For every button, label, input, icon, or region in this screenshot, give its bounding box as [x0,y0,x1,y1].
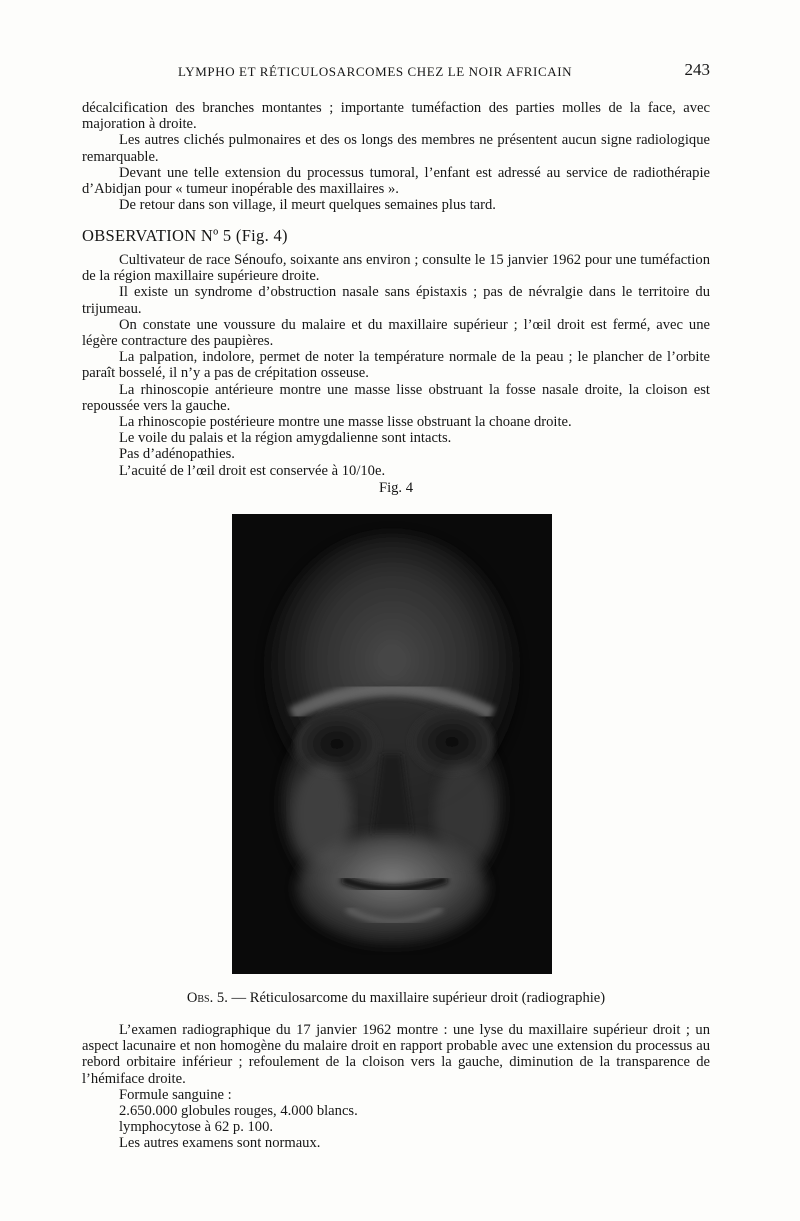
observation-paragraph: Pas d’adénopathies. [119,446,235,463]
observation-body [82,252,710,479]
findings-section [82,1022,710,1152]
findings-line: 2.650.000 globules rouges, 4.000 blancs. [119,1103,358,1120]
observation-paragraph: La rhinoscopie postérieure montre une masse lisse obstruant la choane droite. [119,414,572,431]
document-page [82,0,710,1221]
skull-radiograph-image [232,514,552,974]
findings-line: Formule sanguine : [119,1086,232,1103]
intro-section [82,100,710,213]
caption-text: — Réticulosarcome du maxillaire supérieur droit (radiographie) [227,990,606,1006]
observation-paragraph: Il existe un syndrome d’obstruction nasale sans épistaxis ; pas de névralgie dans le territoire du trijumeau. [82,284,710,317]
intro-paragraph: Les autres clichés pulmonaires et des os longs des membres ne présentent aucun signe radiologique remarquable. [82,132,710,165]
observation-paragraph: La rhinoscopie antérieure montre une masse lisse obstruant la fosse nasale droite, la cloison est repoussée vers la gauche. [82,381,710,414]
intro-paragraph: Devant une telle extension du processus tumoral, l’enfant est adressé au service de radiothérapie d’Abidjan pour « tumeur inopérable des maxillaires ». [82,164,710,198]
observation-paragraph: Le voile du palais et la région amygdalienne sont intacts. [119,430,452,447]
running-title: LYMPHO ET RÉTICULOSARCOMES CHEZ LE NOIR AFRICAIN [178,64,573,79]
findings-paragraph: L’examen radiographique du 17 janvier 1962 montre : une lyse du maxillaire supérieur droit ; un aspect lacunaire et non homogène du malaire droit en rapport probable avec une extension du processus au rebord orbitaire inférieur ; refoulement de la cloison vers la gauche, diminution de la transparence de l’hémiface droite. [82,1022,710,1087]
observation-heading: OBSERVATION Nº 5 (Fig. 4) [82,226,288,245]
observation-paragraph: La palpation, indolore, permet de noter la température normale de la peau ; le plancher de l’orbite paraît bosselé, il n’y a pas de crépitation osseuse. [82,349,710,382]
observation-paragraph: Cultivateur de race Sénoufo, soixante ans environ ; consulte le 15 janvier 1962 pour une tuméfaction de la région maxillaire supérieure droite. [82,252,710,285]
intro-paragraph: décalcification des branches montantes ; importante tuméfaction des parties molles de la face, avec majoration à droite. [82,100,710,133]
findings-line: Les autres examens sont normaux. [119,1135,321,1152]
observation-paragraph: L’acuité de l’œil droit est conservée à 10/10e. [119,462,386,479]
figure-label: Fig. 4 [378,480,414,496]
intro-paragraph: De retour dans son village, il meurt quelques semaines plus tard. [119,197,496,214]
page-header [82,62,710,84]
findings-line: lymphocytose à 62 p. 100. [119,1119,274,1136]
observation-paragraph: On constate une voussure du malaire et du maxillaire supérieur ; l’œil droit est fermé, avec une légère contracture des paupières. [82,316,710,350]
caption-prefix: Obs. 5. [186,990,228,1006]
figure-caption [82,990,710,1007]
skull-radiograph-drawing [232,514,552,974]
page-number: 243 [684,60,710,79]
